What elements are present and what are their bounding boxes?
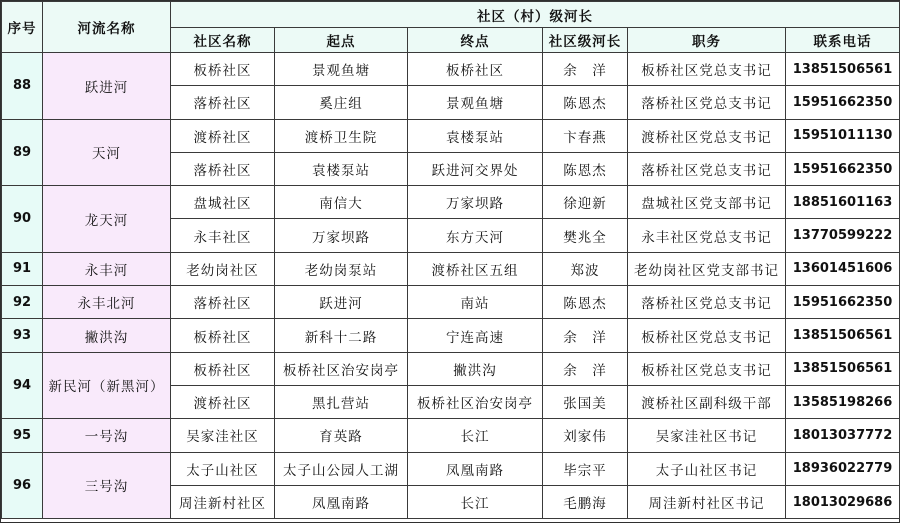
river-chief-cell: 徐迎新: [543, 186, 628, 219]
river-name-cell: 跃进河: [43, 53, 171, 120]
community-name-cell: 太子山社区: [171, 452, 275, 485]
end-point-cell: 渡桥社区五组: [408, 252, 543, 285]
phone-cell: 15951662350: [786, 86, 900, 119]
community-name-cell: 落桥社区: [171, 152, 275, 185]
phone-cell: 15951662350: [786, 286, 900, 319]
table-row: [2, 352, 900, 385]
end-point-cell: 景观鱼塘: [408, 86, 543, 119]
position-cell: 永丰社区党总支书记: [628, 219, 786, 252]
river-chief-cell: 陈恩杰: [543, 286, 628, 319]
community-name-cell: 落桥社区: [171, 286, 275, 319]
start-point-cell: 袁楼泵站: [275, 152, 408, 185]
table-row: [2, 186, 900, 219]
position-cell: 太子山社区书记: [628, 452, 786, 485]
position-cell: 渡桥社区副科级干部: [628, 385, 786, 418]
start-point-cell: 奚庄组: [275, 86, 408, 119]
header-position: 职务: [628, 28, 786, 53]
river-name-cell: 一号沟: [43, 419, 171, 452]
river-chief-cell: 卞春燕: [543, 119, 628, 152]
end-point-cell: 宁连高速: [408, 319, 543, 352]
start-point-cell: 新科十二路: [275, 319, 408, 352]
phone-cell: 13601451606: [786, 252, 900, 285]
table-row: [2, 419, 900, 452]
seq-cell: 95: [2, 419, 43, 452]
start-point-cell: 跃进河: [275, 286, 408, 319]
table-row: [2, 452, 900, 485]
start-point-cell: 太子山公园人工湖: [275, 452, 408, 485]
end-point-cell: 板桥社区: [408, 53, 543, 86]
river-chief-cell: 刘家伟: [543, 419, 628, 452]
position-cell: 板桥社区党总支书记: [628, 53, 786, 86]
river-chief-cell: 毛鹏海: [543, 485, 628, 518]
position-cell: 落桥社区党总支书记: [628, 86, 786, 119]
header-community-chief: 社区级河长: [543, 28, 628, 53]
river-chief-cell: 张国美: [543, 385, 628, 418]
community-name-cell: 渡桥社区: [171, 385, 275, 418]
river-chief-cell: 余 洋: [543, 352, 628, 385]
community-name-cell: 吴家洼社区: [171, 419, 275, 452]
community-name-cell: 周洼新村社区: [171, 485, 275, 518]
header-phone: 联系电话: [786, 28, 900, 53]
end-point-cell: 板桥社区治安岗亭: [408, 385, 543, 418]
seq-cell: 88: [2, 53, 43, 120]
phone-cell: 15951011130: [786, 119, 900, 152]
table-row: [2, 119, 900, 152]
community-name-cell: 落桥社区: [171, 86, 275, 119]
phone-cell: 18851601163: [786, 186, 900, 219]
start-point-cell: 板桥社区治安岗亭: [275, 352, 408, 385]
phone-cell: 13851506561: [786, 319, 900, 352]
phone-cell: 13770599222: [786, 219, 900, 252]
position-cell: 板桥社区党总支书记: [628, 352, 786, 385]
position-cell: 老幼岗社区党支部书记: [628, 252, 786, 285]
river-chief-cell: 陈恩杰: [543, 86, 628, 119]
position-cell: 吴家洼社区书记: [628, 419, 786, 452]
table-body: [2, 53, 900, 519]
seq-cell: 94: [2, 352, 43, 419]
position-cell: 盘城社区党支部书记: [628, 186, 786, 219]
position-cell: 落桥社区党总支书记: [628, 286, 786, 319]
start-point-cell: 老幼岗泵站: [275, 252, 408, 285]
start-point-cell: 育英路: [275, 419, 408, 452]
end-point-cell: 撇洪沟: [408, 352, 543, 385]
phone-cell: 18013037772: [786, 419, 900, 452]
river-chief-cell: 樊兆全: [543, 219, 628, 252]
start-point-cell: 黑扎营站: [275, 385, 408, 418]
position-cell: 周洼新村社区书记: [628, 485, 786, 518]
river-name-cell: 新民河（新黑河）: [43, 352, 171, 419]
river-name-cell: 三号沟: [43, 452, 171, 519]
header-river-name: 河流名称: [43, 2, 171, 53]
river-name-cell: 天河: [43, 119, 171, 186]
end-point-cell: 南站: [408, 286, 543, 319]
river-chief-cell: 毕宗平: [543, 452, 628, 485]
end-point-cell: 长江: [408, 485, 543, 518]
seq-cell: 96: [2, 452, 43, 519]
phone-cell: 13851506561: [786, 352, 900, 385]
phone-cell: 13851506561: [786, 53, 900, 86]
end-point-cell: 凤凰南路: [408, 452, 543, 485]
table-row: [2, 252, 900, 285]
seq-cell: 90: [2, 186, 43, 253]
phone-cell: 15951662350: [786, 152, 900, 185]
phone-cell: 18936022779: [786, 452, 900, 485]
river-chief-cell: 陈恩杰: [543, 152, 628, 185]
header-start-point: 起点: [275, 28, 408, 53]
river-chief-cell: 余 洋: [543, 319, 628, 352]
end-point-cell: 跃进河交界处: [408, 152, 543, 185]
community-name-cell: 渡桥社区: [171, 119, 275, 152]
start-point-cell: 景观鱼塘: [275, 53, 408, 86]
river-chief-table: [1, 1, 900, 519]
header-seq: 序号: [2, 2, 43, 53]
river-chief-cell: 余 洋: [543, 53, 628, 86]
table-row: [2, 286, 900, 319]
position-cell: 落桥社区党总支书记: [628, 152, 786, 185]
seq-cell: 89: [2, 119, 43, 186]
end-point-cell: 袁楼泵站: [408, 119, 543, 152]
community-name-cell: 永丰社区: [171, 219, 275, 252]
end-point-cell: 万家坝路: [408, 186, 543, 219]
river-chief-cell: 郑波: [543, 252, 628, 285]
start-point-cell: 万家坝路: [275, 219, 408, 252]
position-cell: 渡桥社区党总支书记: [628, 119, 786, 152]
river-name-cell: 撇洪沟: [43, 319, 171, 352]
start-point-cell: 凤凰南路: [275, 485, 408, 518]
river-name-cell: 龙天河: [43, 186, 171, 253]
river-name-cell: 永丰河: [43, 252, 171, 285]
community-name-cell: 板桥社区: [171, 53, 275, 86]
end-point-cell: 长江: [408, 419, 543, 452]
community-name-cell: 盘城社区: [171, 186, 275, 219]
seq-cell: 92: [2, 286, 43, 319]
seq-cell: 93: [2, 319, 43, 352]
start-point-cell: 渡桥卫生院: [275, 119, 408, 152]
table-row: [2, 319, 900, 352]
seq-cell: 91: [2, 252, 43, 285]
header-end-point: 终点: [408, 28, 543, 53]
phone-cell: 18013029686: [786, 485, 900, 518]
header-community-river-chief: 社区（村）级河长: [171, 2, 900, 28]
header-community-name: 社区名称: [171, 28, 275, 53]
start-point-cell: 南信大: [275, 186, 408, 219]
community-name-cell: 板桥社区: [171, 352, 275, 385]
river-name-cell: 永丰北河: [43, 286, 171, 319]
position-cell: 板桥社区党总支书记: [628, 319, 786, 352]
end-point-cell: 东方天河: [408, 219, 543, 252]
phone-cell: 13585198266: [786, 385, 900, 418]
table-row: [2, 53, 900, 86]
community-name-cell: 老幼岗社区: [171, 252, 275, 285]
community-name-cell: 板桥社区: [171, 319, 275, 352]
